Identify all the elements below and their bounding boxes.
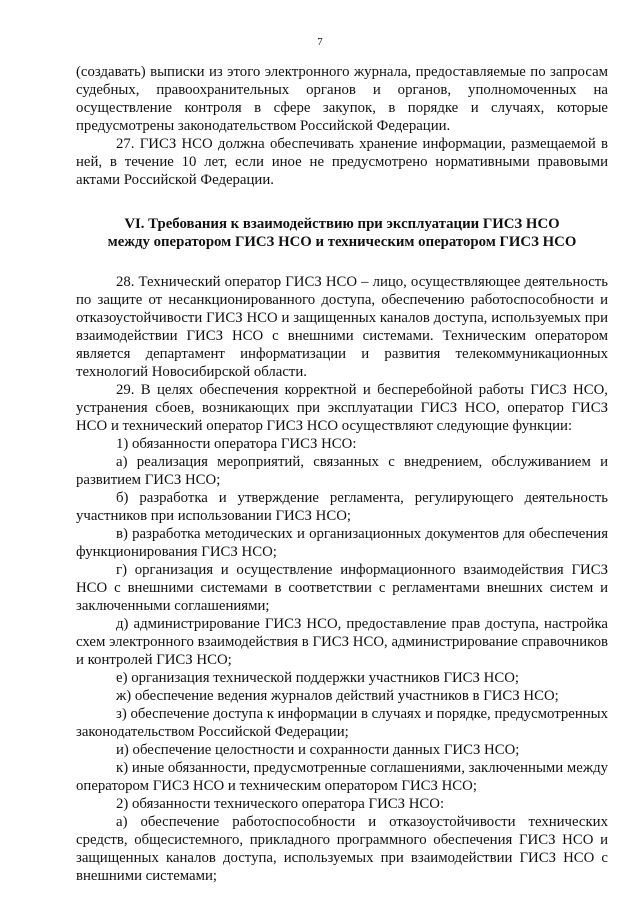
section-heading [76,215,608,251]
list-item-1e: е) организация технической поддержки участников ГИСЗ НСО; [116,670,520,686]
list-item-1v: в) разработка методических и организационных документов для обеспечения функционирования ГИСЗ НСО; [76,526,608,560]
paragraph-27: 27. ГИСЗ НСО должна обеспечивать хранение информации, размещаемой в ней, в течение 10 лет, если иное не предусмотрено нормативными правовыми актами Российской Федерации. [76,136,608,188]
list-item-2: 2) обязанности технического оператора ГИСЗ НСО: [116,796,445,812]
paragraph-continuation: (создавать) выписки из этого электронного журнала, предоставляемые по запросам судебных, правоохранительных органов и органов, уполномоченных на осуществление контроля в сфере закупок, в порядке и случаях, которые предусмотрены законодательством Российской Федерации. [76,64,608,134]
list-item-1i: и) обеспечение целостности и сохранности данных ГИСЗ НСО; [116,742,520,758]
list-item-1k: к) иные обязанности, предусмотренные соглашениями, заключенными между оператором ГИСЗ НСО и техническим оператором ГИСЗ НСО; [76,760,608,794]
paragraph-29: 29. В целях обеспечения корректной и бесперебойной работы ГИСЗ НСО, устранения сбоев, возникающих при эксплуатации ГИСЗ НСО, оператор ГИСЗ НСО и технический оператор ГИСЗ НСО осуществляют следующие функции: [76,382,608,434]
list-item-1d: д) администрирование ГИСЗ НСО, предоставление прав доступа, настройка схем электронного взаимодействия в ГИСЗ НСО, администрирование справочников и контролей ГИСЗ НСО; [76,616,608,668]
document-body [76,63,608,885]
list-item-1zh: ж) обеспечение ведения журналов действий участников в ГИСЗ НСО; [116,688,559,704]
page-number: 7 [317,36,323,48]
list-item-1a: а) реализация мероприятий, связанных с внедрением, обслуживанием и развитием ГИСЗ НСО; [76,454,608,488]
list-item-1b: б) разработка и утверждение регламента, регулирующего деятельность участников при использовании ГИСЗ НСО; [76,490,608,524]
list-item-1: 1) обязанности оператора ГИСЗ НСО: [116,436,357,452]
list-item-2a: а) обеспечение работоспособности и отказоустойчивости технических средств, общесистемного, прикладного программного обеспечения ГИСЗ НСО и защищенных каналов доступа, используемых при взаимодействии ГИСЗ НСО с внешними системами; [76,814,608,884]
section-heading-line-1: VI. Требования к взаимодействию при эксплуатации ГИСЗ НСО [124,216,560,232]
list-item-1g: г) организация и осуществление информационного взаимодействия ГИСЗ НСО с внешними системами в соответствии с регламентами внешних систем и заключенными соглашениями; [76,562,608,614]
list-item-1z: з) обеспечение доступа к информации в случаях и порядке, предусмотренных законодательством Российской Федерации; [76,706,608,740]
paragraph-28: 28. Технический оператор ГИСЗ НСО – лицо, осуществляющее деятельность по защите от несанкционированного доступа, обеспечению работоспособности и отказоустойчивости ГИСЗ НСО и защищенных каналов доступа, используемых при взаимодействии ГИСЗ НСО с внешними системами. Техническим оператором является департамент информатизации и развития телекоммуникационных технологий Новосибирской области. [76,274,608,380]
section-heading-line-2: между оператором ГИСЗ НСО и техническим оператором ГИСЗ НСО [107,234,577,250]
